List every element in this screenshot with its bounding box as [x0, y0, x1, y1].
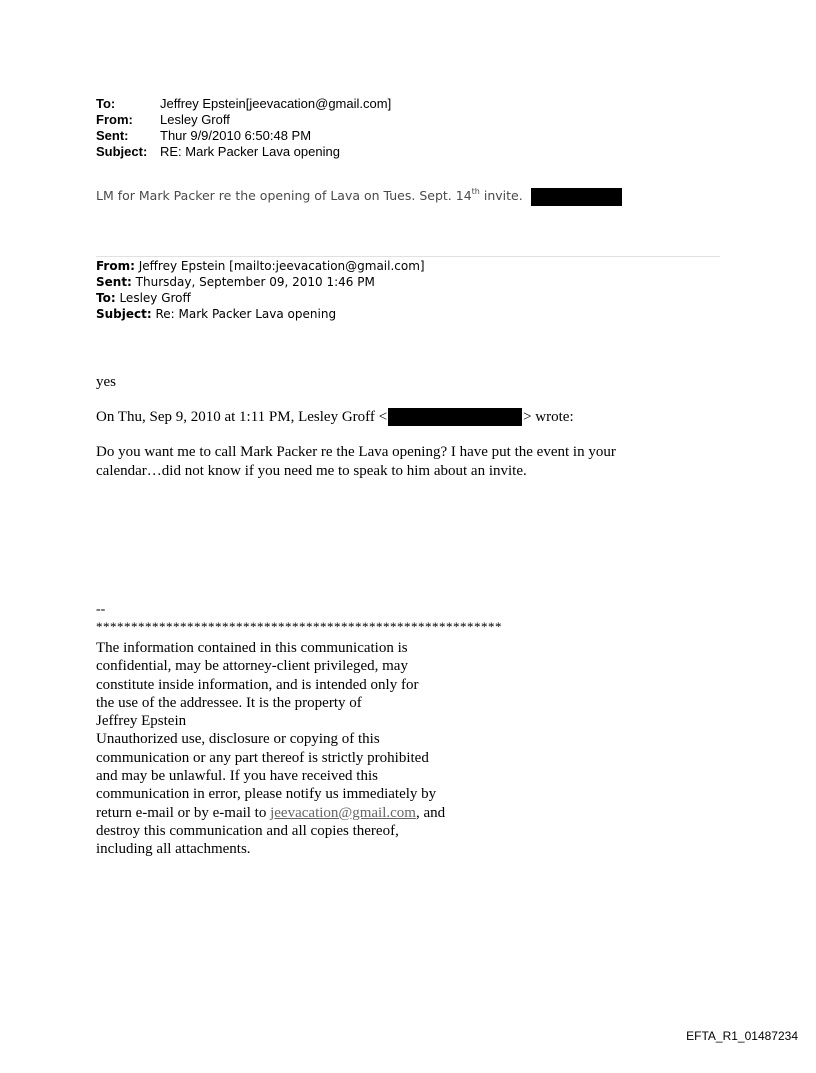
- disclaimer-line: and may be unlawful. If you have received this: [96, 768, 378, 785]
- fwd-from-row: [96, 258, 425, 274]
- disclaimer-line: confidential, may be attorney-client privileged, may: [96, 658, 408, 675]
- disclaimer-line: communication or any part thereof is strictly prohibited: [96, 749, 429, 766]
- disclaimer-line: Jeffrey Epstein: [96, 713, 187, 730]
- fwd-sent-row: [96, 274, 425, 290]
- reply-text-main: LM for Mark Packer re the opening of Lava on Tues. Sept. 14: [96, 188, 472, 203]
- fwd-from-value: Jeffrey Epstein [mailto:jeevacation@gmail.com]: [134, 259, 425, 273]
- subject-value: RE: Mark Packer Lava opening: [160, 144, 340, 159]
- forwarded-header: [96, 258, 425, 322]
- document-id: EFTA_R1_01487234: [686, 1029, 798, 1043]
- email-header: [96, 96, 391, 160]
- disclaimer-line: The information contained in this communication is: [96, 640, 408, 656]
- header-subject-row: [96, 144, 391, 160]
- email-link[interactable]: jeevacation@gmail.com: [270, 804, 416, 821]
- quote-attribution-end: > wrote:: [523, 408, 574, 425]
- disclaimer-line-end: , and: [415, 804, 446, 821]
- disclaimer-line: Unauthorized use, disclosure or copying of this: [96, 731, 380, 748]
- from-label: From:: [96, 112, 133, 127]
- fwd-subject-label: Subject:: [96, 307, 152, 321]
- redaction-box: [531, 188, 622, 206]
- fwd-sent-label: Sent:: [96, 275, 132, 289]
- fwd-to-value: Lesley Groff: [115, 291, 191, 305]
- fwd-from-label: From:: [96, 259, 135, 273]
- quote-attribution-start: On Thu, Sep 9, 2010 at 1:11 PM, Lesley Groff <: [96, 408, 388, 425]
- disclaimer-line: including all attachments.: [96, 841, 251, 858]
- disclaimer-line: [96, 804, 445, 822]
- sent-label: Sent:: [96, 128, 129, 143]
- quote-attribution: [96, 408, 574, 426]
- quoted-line: Do you want me to call Mark Packer re the Lava opening? I have put the event in your: [96, 444, 616, 460]
- message-yes: yes: [96, 374, 116, 390]
- fwd-to-row: [96, 290, 425, 306]
- fwd-subject-value: Re: Mark Packer Lava opening: [151, 307, 337, 321]
- fwd-subject-row: [96, 306, 425, 322]
- disclaimer-line: communication in error, please notify us immediately by: [96, 786, 437, 803]
- redaction-box: [388, 408, 522, 426]
- fwd-to-label: To:: [96, 291, 116, 305]
- divider: [96, 256, 720, 257]
- subject-label: Subject:: [96, 144, 148, 159]
- sent-value: Thur 9/9/2010 6:50:48 PM: [160, 128, 312, 143]
- to-label: To:: [96, 96, 116, 111]
- signature-stars: **********************************************************: [96, 619, 502, 634]
- quoted-message: [96, 443, 696, 481]
- quoted-line: calendar…did not know if you need me to speak to him about an invite.: [96, 463, 527, 479]
- header-to-row: [96, 96, 391, 112]
- signature-dash: --: [96, 602, 106, 617]
- header-sent-row: [96, 128, 391, 144]
- disclaimer-line: destroy this communication and all copies thereof,: [96, 822, 399, 839]
- to-value: Jeffrey Epstein[jeevacation@gmail.com]: [160, 96, 392, 111]
- reply-text-end: invite.: [479, 188, 523, 203]
- disclaimer-line: the use of the addressee. It is the property of: [96, 694, 362, 711]
- disclaimer-line-start: return e-mail or by e-mail to: [96, 804, 271, 821]
- header-from-row: [96, 112, 391, 128]
- from-value: Lesley Groff: [160, 112, 230, 127]
- reply-text: [96, 188, 622, 206]
- confidentiality-disclaimer: [96, 639, 445, 859]
- disclaimer-line: constitute inside information, and is intended only for: [96, 676, 419, 693]
- reply-ordinal-suffix: th: [471, 187, 480, 196]
- fwd-sent-value: Thursday, September 09, 2010 1:46 PM: [131, 275, 375, 289]
